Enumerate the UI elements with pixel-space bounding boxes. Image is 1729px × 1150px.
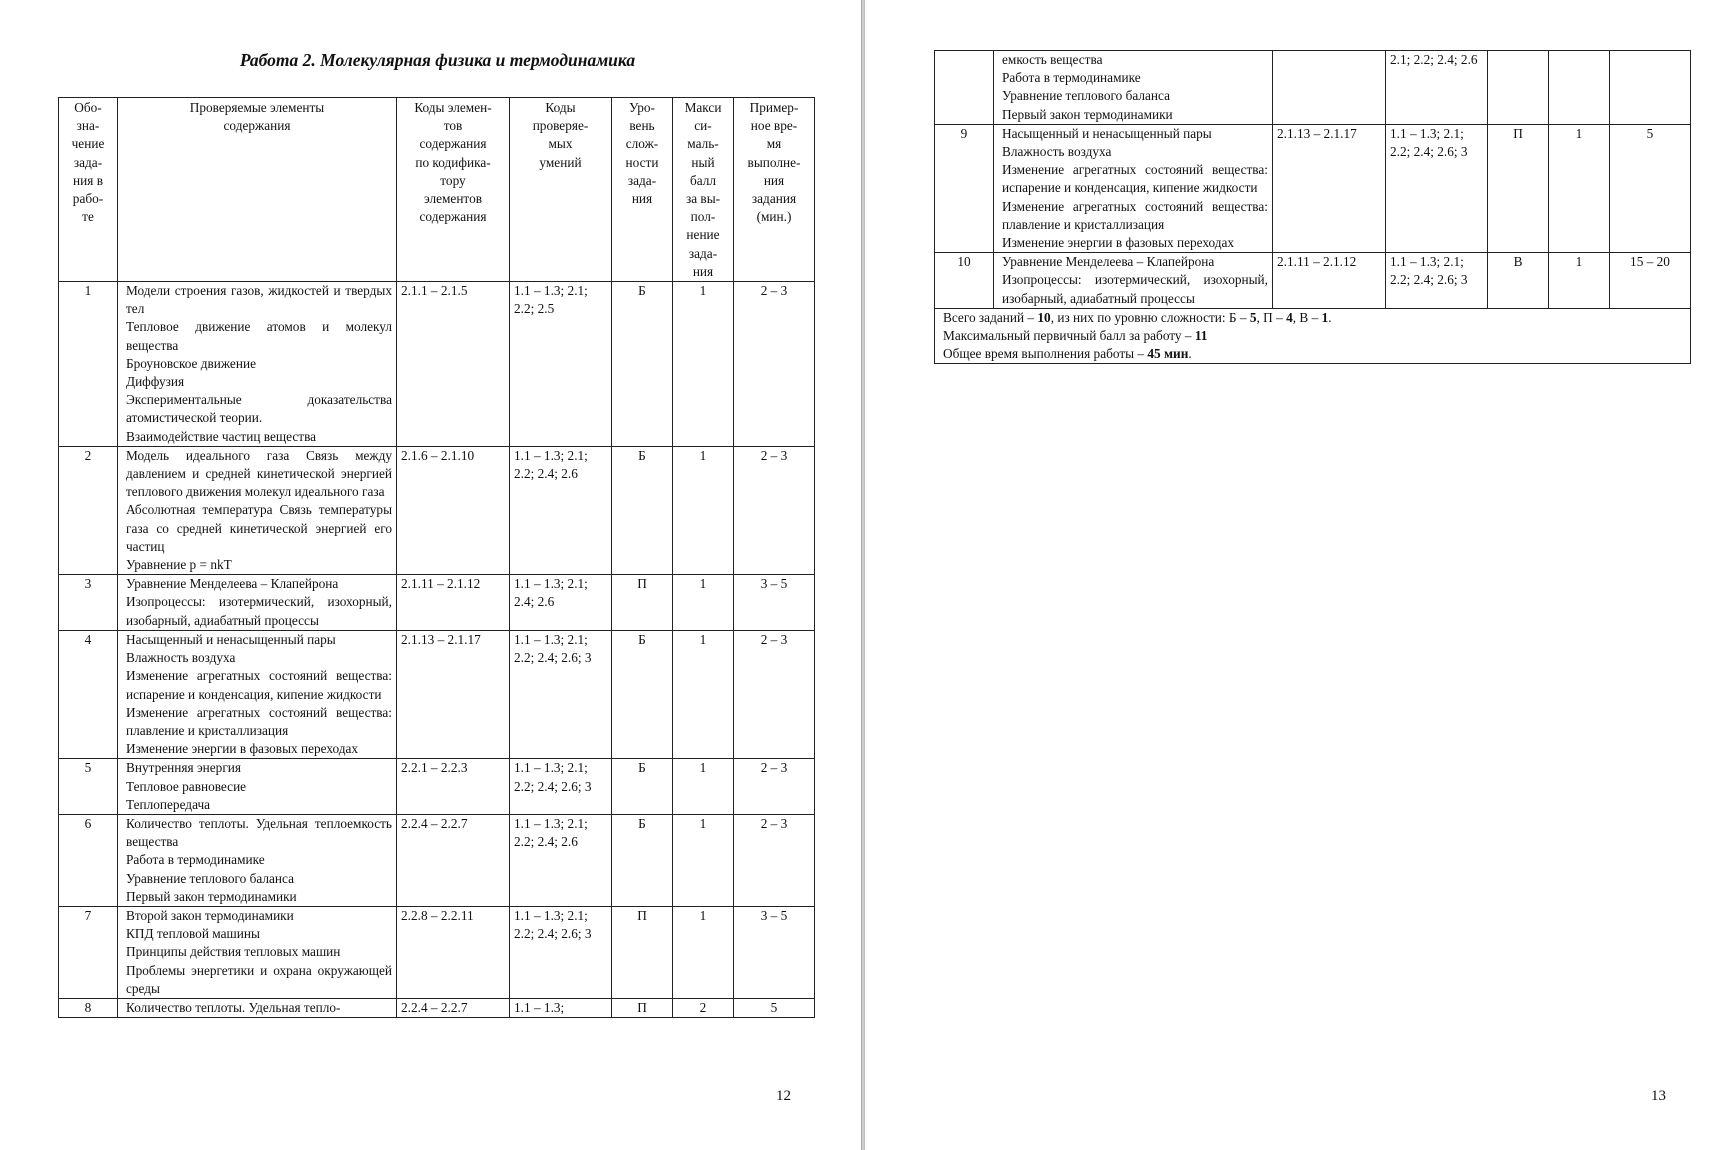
content-element: Изменение агрегатных состояний вещества: испарение и конденсация, кипение жидкости [1002,162,1268,196]
summary-total-tasks: Всего заданий – 10, из них по уровню сложности: Б – 5, П – 4, В – 1. [943,309,1332,325]
content-elements-cell [118,446,397,574]
skill-codes-cell: 1.1 – 1.3; 2.1; 2.2; 2.4; 2.6; 3 [1386,124,1488,252]
content-element: Уравнение теплового баланса [126,870,294,886]
content-element: Диффузия [126,374,185,390]
task-number-cell: 6 [59,814,118,906]
header-element-codes: Коды элемен- тов содержания по кодифика- тору элементов содержания [397,98,510,282]
content-element: Уравнение p = nkT [126,557,232,573]
content-element: Работа в термодинамике [1002,70,1141,86]
summary-max-score: Максимальный первичный балл за работу – 11 [943,328,1208,344]
max-score-cell: 1 [673,575,734,631]
content-element: Уравнение Менделеева – Клапейрона [1002,254,1215,270]
content-element: Влажность воздуха [126,650,236,666]
content-elements-cell [994,253,1273,309]
max-score-cell: 1 [673,906,734,998]
element-codes-cell: 2.2.4 – 2.2.7 [397,998,510,1017]
content-element: Насыщенный и ненасыщенный пары [1002,125,1212,141]
element-codes-cell: 2.2.4 – 2.2.7 [397,814,510,906]
content-element: Уравнение Менделеева – Клапейрона [126,576,339,592]
time-cell: 2 – 3 [734,759,815,815]
task-number-cell: 10 [935,253,994,309]
content-element: Внутренняя энергия [126,760,242,776]
table-row [59,814,815,906]
content-element: Изменение энергии в фазовых переходах [126,741,359,757]
content-elements-cell [994,124,1273,252]
time-cell: 5 [734,998,815,1017]
element-codes-cell: 2.1.1 – 2.1.5 [397,282,510,447]
time-cell: 3 – 5 [734,575,815,631]
header-task-number: Обо- зна- чение зада- ния в рабо- те [59,98,118,282]
max-score-cell: 1 [673,814,734,906]
table-row [59,759,815,815]
max-score-cell: 1 [673,630,734,758]
skill-codes-cell: 1.1 – 1.3; 2.1; 2.2; 2.4; 2.6; 3 [1386,253,1488,309]
content-element: Влажность воздуха [1002,144,1112,160]
page-number: 13 [1651,1088,1666,1104]
content-element: Изменение агрегатных состояний вещества: плавление и кристаллизация [126,704,392,738]
content-element: Первый закон термодинамики [1002,106,1173,122]
content-element: Взаимодействие частиц вещества [126,428,317,444]
content-element: Уравнение теплового баланса [1002,88,1170,104]
content-element: Модель идеального газа Связь между давлением и средней кинетической энергией теплового движения молекул идеального газа [126,447,392,500]
task-number-cell: 2 [59,446,118,574]
content-element: Изопроцессы: изотермический, изохорный, изобарный, адиабатный процессы [126,594,392,628]
max-score-cell: 1 [1549,124,1610,252]
element-codes-cell: 2.1.11 – 2.1.12 [1273,253,1386,309]
content-element: Первый закон термодинамики [126,888,297,904]
content-element: Экспериментальные доказательства атомистической теории. [126,392,392,426]
difficulty-cell [1488,51,1549,125]
difficulty-cell: Б [612,630,673,758]
table-row [59,998,815,1017]
element-codes-cell: 2.1.13 – 2.1.17 [397,630,510,758]
skill-codes-cell: 1.1 – 1.3; 2.1; 2.2; 2.5 [510,282,612,447]
table-row [59,575,815,631]
content-element: Теплопередача [126,796,211,812]
content-elements-cell [118,759,397,815]
max-score-cell: 1 [673,282,734,447]
task-number-cell: 3 [59,575,118,631]
content-element: Количество теплоты. Удельная теплоемкость вещества [126,815,392,850]
content-element: Насыщенный и ненасыщенный пары [126,631,336,647]
content-element: Изменение энергии в фазовых переходах [1002,235,1235,251]
content-element: Работа в термодинамике [126,852,265,868]
skill-codes-cell: 1.1 – 1.3; 2.1; 2.2; 2.4; 2.6 [510,814,612,906]
time-cell [1610,51,1691,125]
table-header-row [59,98,815,282]
element-codes-cell: 2.2.8 – 2.2.11 [397,906,510,998]
skill-codes-cell: 1.1 – 1.3; [510,998,612,1017]
skill-codes-cell: 2.1; 2.2; 2.4; 2.6 [1386,51,1488,125]
content-element: Количество теплоты. Удельная тепло- [126,999,341,1015]
content-element: Второй закон термодинамики [126,907,294,923]
time-cell: 2 – 3 [734,630,815,758]
content-element: КПД тепловой машины [126,926,260,942]
content-element: емкость вещества [1002,52,1103,67]
table-row [935,253,1691,309]
specification-table-right [934,50,1691,364]
header-skill-codes: Коды проверяе- мых умений [510,98,612,282]
content-element: Принципы действия тепловых машин [126,944,341,960]
content-elements-cell [118,998,397,1017]
content-element: Изопроцессы: изотермический, изохорный, изобарный, адиабатный процессы [1002,272,1268,306]
element-codes-cell [1273,51,1386,125]
element-codes-cell: 2.1.6 – 2.1.10 [397,446,510,574]
content-element: Проблемы энергетики и охрана окружающей среды [126,962,392,996]
task-number-cell: 9 [935,124,994,252]
max-score-cell: 1 [673,759,734,815]
time-cell: 3 – 5 [734,906,815,998]
content-element: Модели строения газов, жидкостей и твердых тел [126,283,392,317]
time-cell: 15 – 20 [1610,253,1691,309]
summary-row [935,308,1691,364]
table-row [935,51,1691,125]
skill-codes-cell: 1.1 – 1.3; 2.1; 2.2; 2.4; 2.6 [510,446,612,574]
time-cell: 2 – 3 [734,814,815,906]
page-title: Работа 2. Молекулярная физика и термодинамика [239,50,636,70]
header-difficulty: Уро- вень слож- ности зада- ния [612,98,673,282]
table-row [59,282,815,447]
skill-codes-cell: 1.1 – 1.3; 2.1; 2.2; 2.4; 2.6; 3 [510,630,612,758]
time-cell: 5 [1610,124,1691,252]
content-element: Абсолютная температура Связь температуры газа со средней кинетической энергией его частиц [126,502,392,554]
element-codes-cell: 2.1.11 – 2.1.12 [397,575,510,631]
difficulty-cell: Б [612,282,673,447]
time-cell: 2 – 3 [734,282,815,447]
content-element: Изменение агрегатных состояний вещества: испарение и конденсация, кипение жидкости [126,668,392,702]
difficulty-cell: В [1488,253,1549,309]
table-body-right [935,51,1691,309]
max-score-cell: 1 [1549,253,1610,309]
page-number: 12 [776,1088,791,1104]
content-elements-cell [118,906,397,998]
difficulty-cell: П [612,906,673,998]
skill-codes-cell: 1.1 – 1.3; 2.1; 2.4; 2.6 [510,575,612,631]
summary-cell [935,308,1691,364]
difficulty-cell: П [612,575,673,631]
max-score-cell: 2 [673,998,734,1017]
task-number-cell: 4 [59,630,118,758]
content-elements-cell [994,51,1273,125]
table-row [935,124,1691,252]
content-elements-cell [118,814,397,906]
task-number-cell [935,51,994,125]
difficulty-cell: П [1488,124,1549,252]
skill-codes-cell: 1.1 – 1.3; 2.1; 2.2; 2.4; 2.6; 3 [510,906,612,998]
time-cell: 2 – 3 [734,446,815,574]
content-elements-cell [118,575,397,631]
task-number-cell: 5 [59,759,118,815]
summary-total-time: Общее время выполнения работы – 45 мин. [943,346,1192,362]
max-score-cell: 1 [673,446,734,574]
specification-table-left [58,97,815,1018]
content-element: Броуновское движение [126,355,256,371]
content-element: Тепловое равновесие [126,778,247,794]
table-body-left [59,282,815,1018]
skill-codes-cell: 1.1 – 1.3; 2.1; 2.2; 2.4; 2.6; 3 [510,759,612,815]
task-number-cell: 1 [59,282,118,447]
task-number-cell: 8 [59,998,118,1017]
task-number-cell: 7 [59,906,118,998]
content-element: Изменение агрегатных состояний вещества: плавление и кристаллизация [1002,198,1268,232]
content-elements-cell [118,630,397,758]
table-row [59,906,815,998]
header-time: Пример- ное вре- мя выполне- ния задания (мин.) [734,98,815,282]
table-row [59,446,815,574]
difficulty-cell: Б [612,814,673,906]
header-max-score: Макси си- маль- ный балл за вы- пол- нение зада- ния [673,98,734,282]
table-row [59,630,815,758]
header-elements: Проверяемые элементы содержания [118,98,397,282]
left-page [0,0,861,1150]
content-element: Тепловое движение атомов и молекул вещества [126,319,392,353]
difficulty-cell: Б [612,759,673,815]
element-codes-cell: 2.1.13 – 2.1.17 [1273,124,1386,252]
element-codes-cell: 2.2.1 – 2.2.3 [397,759,510,815]
difficulty-cell: П [612,998,673,1017]
max-score-cell [1549,51,1610,125]
content-elements-cell [118,282,397,447]
difficulty-cell: Б [612,446,673,574]
